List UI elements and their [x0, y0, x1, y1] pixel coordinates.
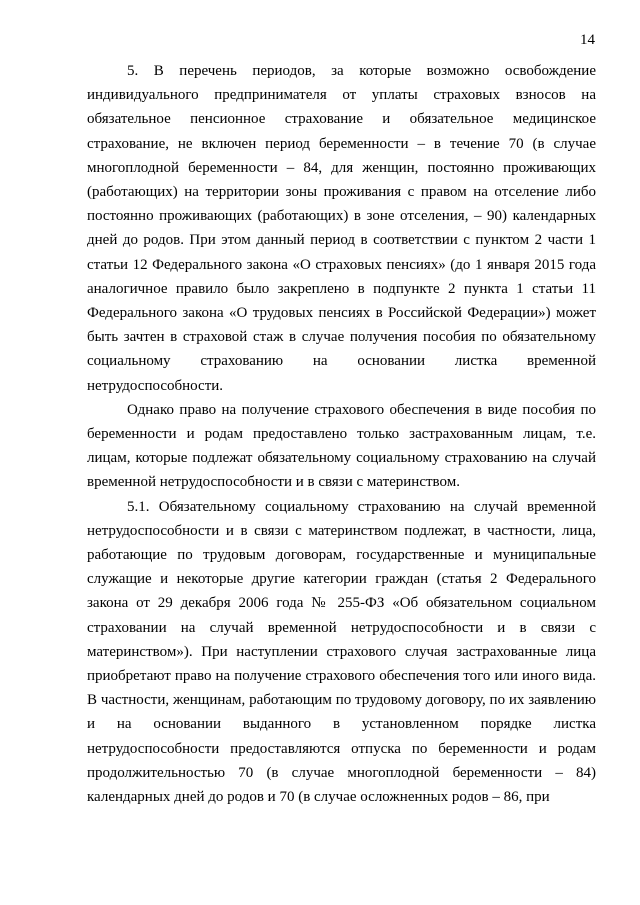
paragraph-5-1: 5.1. Обязательному социальному страхованию на случай временной нетрудоспособности и в связи с материнством подлежат, в частности, лица, работающие по трудовым договорам, государственные и муниципальные служащие и некоторые другие категории граждан (статья 2 Федерального закона от 29 декабря 2006 года № 255-ФЗ «Об обязательном социальном страховании на случай временной нетрудоспособности и в связи с материнством»). При наступлении страхового случая застрахованные лица приобретают право на получение страхового обеспечения того или иного вида. В частности, женщинам, работающим по трудовому договору, по их заявлению и на основании выданного в установленном порядке листка нетрудоспособности предоставляются отпуска по беременности и родам продолжительностью 70 (в случае многоплодной беременности – 84) календарных дней до родов и 70 (в случае осложненных родов – 86, при	[87, 498, 596, 806]
document-body	[87, 59, 596, 809]
page-number: 14	[580, 32, 595, 48]
paragraph-however: Однако право на получение страхового обеспечения в виде пособия по беременности и родам предоставлено только застрахованным лицам, т.е. лицам, которые подлежат обязательному социальному страхованию на случай временной нетрудоспособности и в связи с материнством.	[87, 401, 596, 491]
paragraph-5: 5. В перечень периодов, за которые возможно освобождение индивидуального предпринимателя от уплаты страховых взносов на обязательное пенсионное страхование и обязательное медицинское страхование, не включен период беременности – в течение 70 (в случае многоплодной беременности – 84, для женщин, постоянно проживающих (работающих) на территории зоны проживания с правом на отселение либо постоянно проживающих (работающих) в зоне отселения, – 90) календарных дней до родов. При этом данный период в соответствии с пунктом 2 части 1 статьи 12 Федерального закона «О страховых пенсиях» (до 1 января 2015 года аналогичное правило было закреплено в подпункте 2 пункта 1 статьи 11 Федерального закона «О трудовых пенсиях в Российской Федерации») может быть зачтен в страховой стаж в случае получения пособия по обязательному социальному страхованию на основании листка временной нетрудоспособности.	[87, 63, 596, 394]
